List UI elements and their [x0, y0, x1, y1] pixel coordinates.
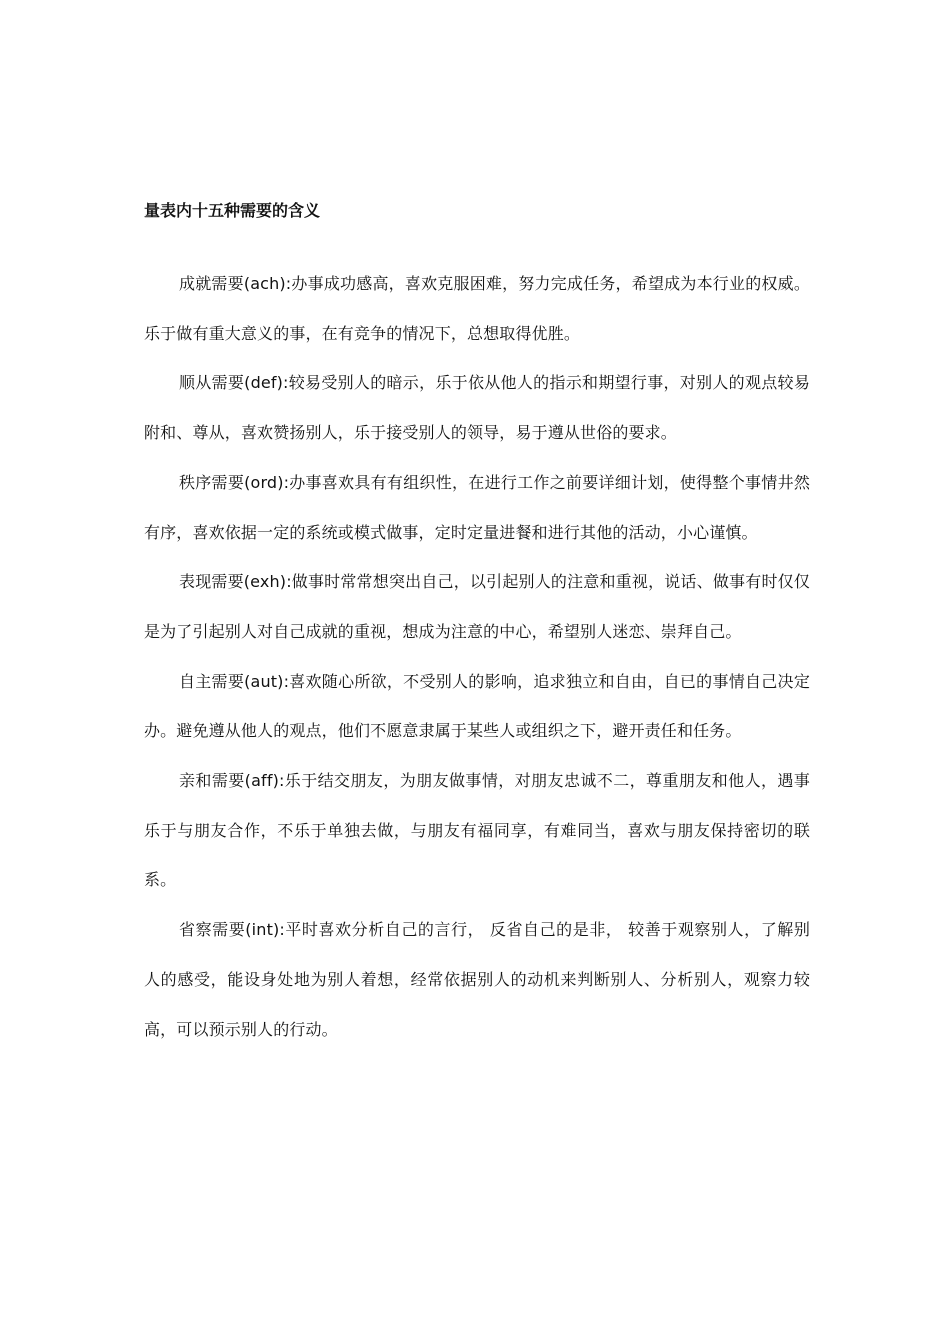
paragraph-intraception: 省察需要(int):平时喜欢分析自己的言行， 反省自己的是非， 较善于观察别人，了解别人的感受，能设身处地为别人着想，经常依据别人的动机来判断别人、分析别人，观察力较高，可以预示别人的行动。: [144, 920, 810, 1039]
document-body: [144, 259, 810, 1054]
paragraph-exhibition: 表现需要(exh):做事时常常想突出自己，以引起别人的注意和重视，说话、做事有时仅仅是为了引起别人对自己成就的重视，想成为注意的中心，希望别人迷恋、崇拜自己。: [144, 572, 810, 641]
paragraph-achievement: 成就需要(ach):办事成功感高，喜欢克服困难，努力完成任务，希望成为本行业的权威。乐于做有重大意义的事，在有竞争的情况下，总想取得优胜。: [144, 274, 810, 343]
paragraph-affiliation: 亲和需要(aff):乐于结交朋友，为朋友做事情，对朋友忠诚不二，尊重朋友和他人，遇事乐于与朋友合作，不乐于单独去做，与朋友有福同享，有难同当，喜欢与朋友保持密切的联系。: [144, 771, 810, 890]
paragraph-autonomy: 自主需要(aut):喜欢随心所欲，不受别人的影响，追求独立和自由，自已的事情自己决定办。避免遵从他人的观点，他们不愿意隶属于某些人或组织之下，避开责任和任务。: [144, 671, 810, 741]
paragraph-order: 秩序需要(ord):办事喜欢具有有组织性，在进行工作之前要详细计划，使得整个事情井然有序，喜欢依据一定的系统或模式做事，定时定量进餐和进行其他的活动，小心谨慎。: [144, 472, 810, 542]
paragraph-deference: 顺从需要(def):较易受别人的暗示，乐于依从他人的指示和期望行事，对别人的观点较易附和、尊从，喜欢赞扬别人，乐于接受别人的领导，易于遵从世俗的要求。: [144, 373, 810, 443]
document-title: 量表内十五种需要的含义: [144, 201, 321, 220]
